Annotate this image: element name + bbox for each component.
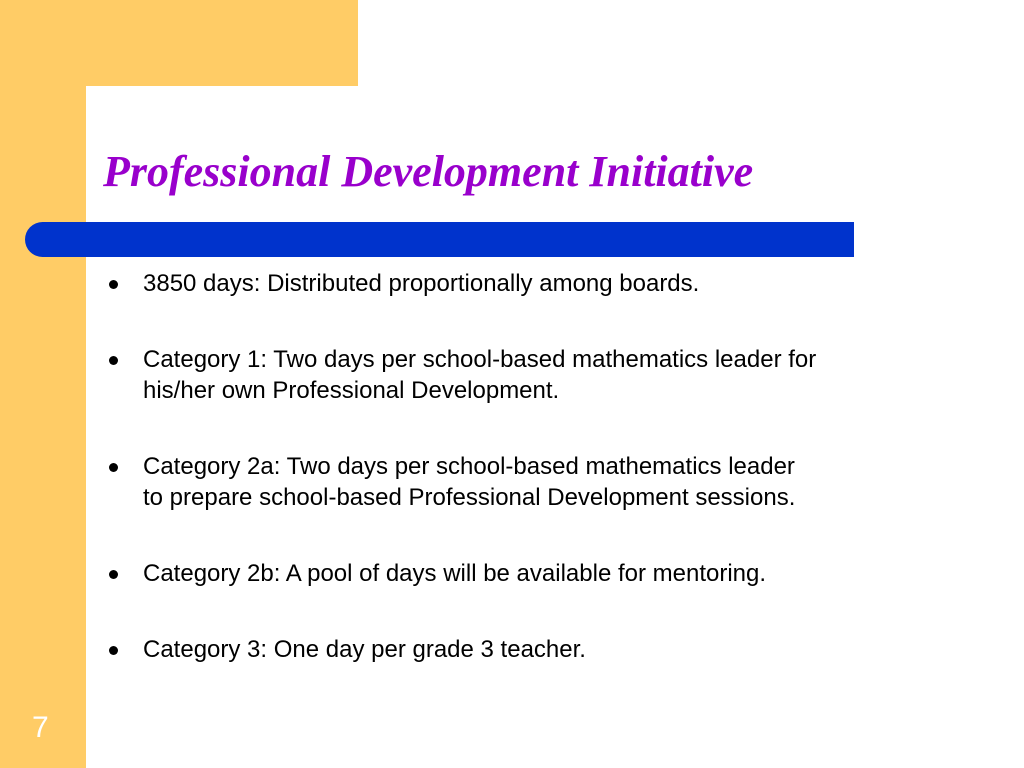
- bullet-item: [100, 558, 970, 589]
- bullet-list: [100, 268, 970, 665]
- title-underline-bar: [25, 222, 854, 257]
- bullet-item: [100, 268, 970, 299]
- bullet-item: [100, 451, 970, 513]
- slide-title: Professional Development Initiative: [103, 147, 754, 196]
- bullet-dot-icon: [109, 356, 118, 365]
- bullet-dot-icon: [109, 463, 118, 472]
- bullet-text: Category 1: Two days per school-based mathematics leader for: [143, 346, 817, 373]
- bullet-text: Category 2a: Two days per school-based mathematics leader: [143, 453, 795, 480]
- bullet-item: [100, 344, 970, 406]
- bullet-dot-icon: [109, 280, 118, 289]
- bullet-dot-icon: [109, 646, 118, 655]
- left-accent-strip: [0, 0, 86, 768]
- top-accent-block: [0, 0, 358, 86]
- bullet-dot-icon: [109, 570, 118, 579]
- bullet-text: Category 3: One day per grade 3 teacher.: [143, 636, 586, 663]
- bullet-text: to prepare school-based Professional Development sessions.: [143, 484, 796, 511]
- slide-number: 7: [32, 711, 49, 744]
- bullet-text: Category 2b: A pool of days will be available for mentoring.: [143, 560, 767, 587]
- bullet-text: his/her own Professional Development.: [143, 377, 560, 404]
- bullet-text: 3850 days: Distributed proportionally among boards.: [143, 270, 700, 297]
- bullet-item: [100, 634, 970, 665]
